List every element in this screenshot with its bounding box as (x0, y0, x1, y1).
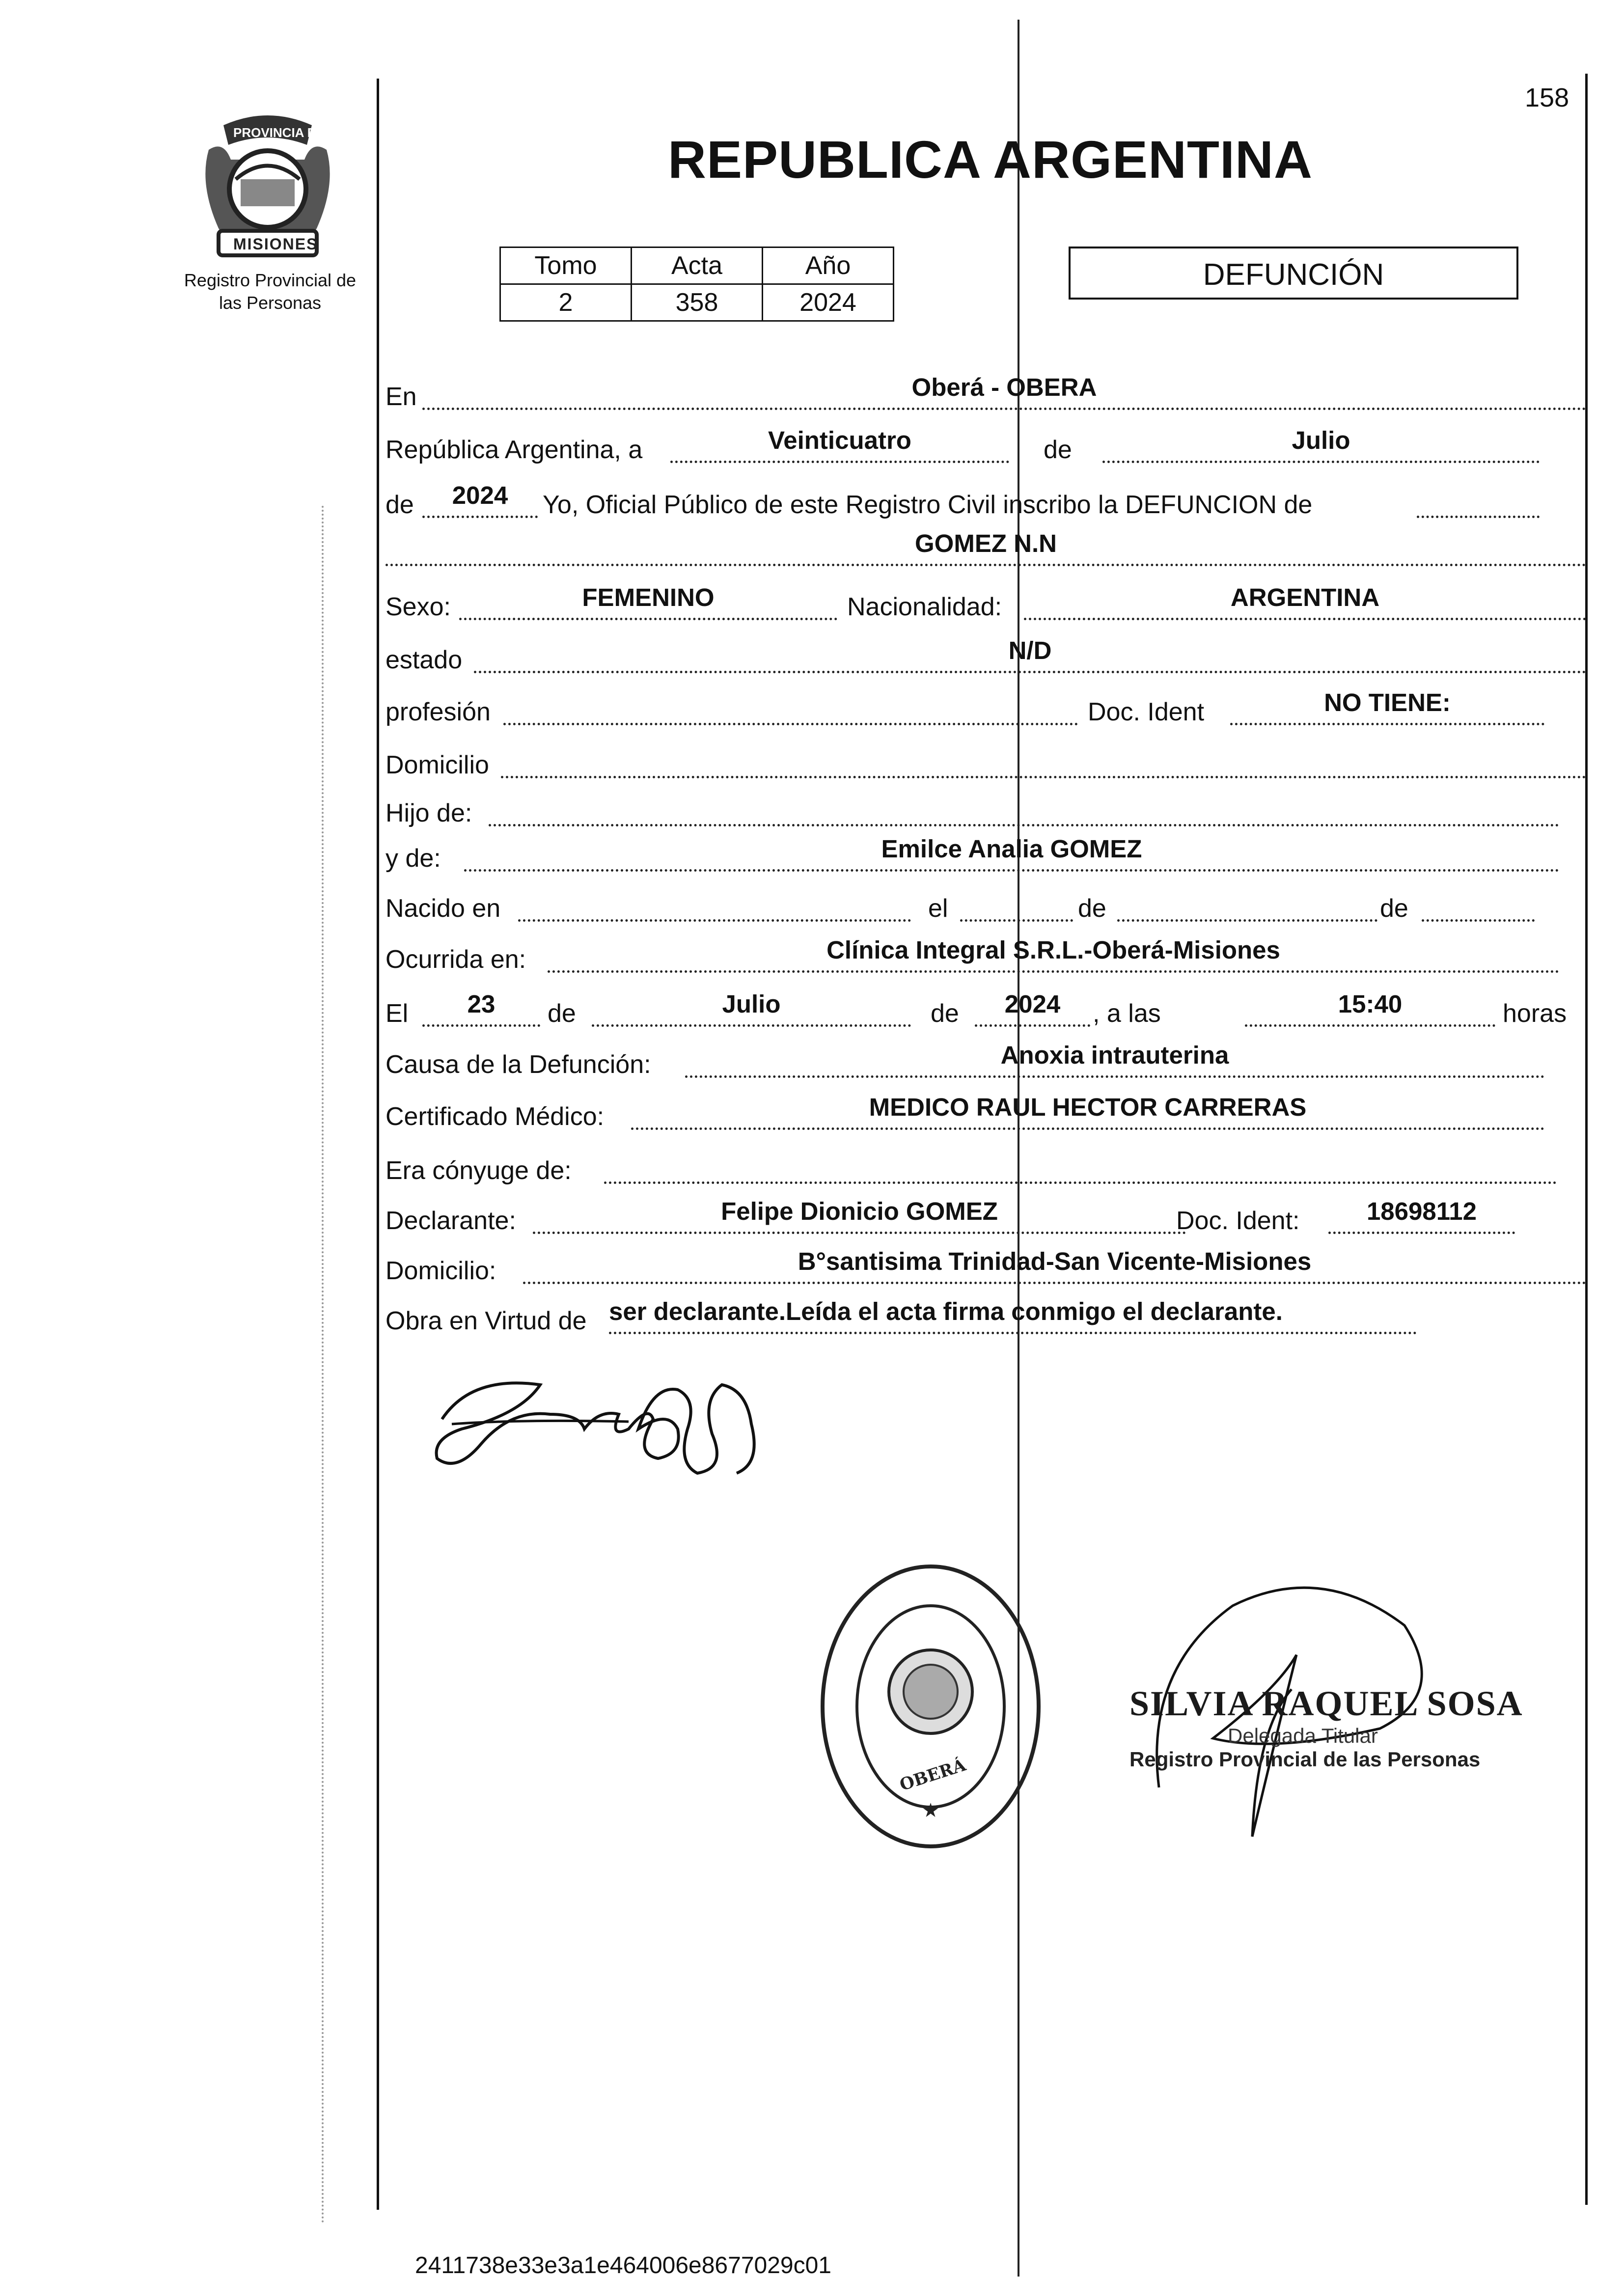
row-conyuge (385, 1146, 1557, 1185)
conyuge-label: Era cónyuge de: (385, 1156, 572, 1185)
fecha-month-value: Julio (592, 989, 911, 1027)
row-hijo-de (385, 789, 1559, 828)
fecha-horas-label: horas (1503, 999, 1567, 1028)
row-causa (385, 1040, 1544, 1079)
row-certificado (385, 1092, 1544, 1131)
nacido-place-value (518, 884, 911, 922)
handwritten-signature-icon (422, 1355, 786, 1483)
estado-label: estado (385, 646, 463, 674)
page-number: 158 (1525, 83, 1569, 112)
row-year (385, 480, 1544, 520)
doc-ident-value: NO TIENE: (1230, 687, 1544, 725)
declarante-value: Felipe Dionicio GOMEZ (533, 1196, 1186, 1234)
domicilio-declarante-value: B°santisima Trinidad-San Vicente-Misiones (523, 1246, 1586, 1284)
deceased-name-value: GOMEZ N.N (385, 528, 1586, 566)
nacido-de2-label: de (1380, 894, 1408, 923)
declarant-signature (422, 1355, 786, 1483)
en-label: En (385, 383, 417, 411)
acta-value: 358 (632, 284, 763, 321)
row-fecha (385, 989, 1574, 1028)
causa-label: Causa de la Defunción: (385, 1050, 651, 1079)
nacido-year-value (1422, 884, 1535, 922)
fecha-day-value: 23 (422, 989, 540, 1027)
domicilio-value (501, 741, 1586, 778)
tomo-value: 2 (500, 284, 632, 321)
domicilio-declarante-label: Domicilio: (385, 1257, 496, 1285)
document-hash: 2411738e33e3a1e464006e8677029c01 (415, 2252, 831, 2279)
nacido-de1-label: de (1078, 894, 1106, 923)
row-ocurrida (385, 935, 1559, 974)
row-en (385, 372, 1586, 412)
registration-text: Yo, Oficial Público de este Registro Civil inscribo la DEFUNCION de (543, 491, 1313, 519)
year-de-label: de (385, 491, 414, 519)
hijo-de-value (489, 789, 1559, 826)
registry-caption (147, 269, 393, 314)
year-line-trailing-field (1417, 480, 1540, 518)
anio-header: Año (763, 247, 894, 284)
official-office: Registro Provincial de las Personas (1129, 1748, 1481, 1771)
reference-table (499, 247, 894, 322)
declarante-doc-label: Doc. Ident: (1176, 1207, 1300, 1235)
margin-marks (322, 506, 327, 2224)
fecha-de2-label: de (931, 999, 959, 1028)
fecha-el-label: El (385, 999, 409, 1028)
en-value: Oberá - OBERA (422, 372, 1586, 410)
domicilio-label: Domicilio (385, 751, 489, 779)
nacionalidad-label: Nacionalidad: (847, 593, 1002, 621)
official-name: SILVIA RAQUEL SOSA (1129, 1684, 1523, 1723)
causa-value: Anoxia intrauterina (685, 1040, 1544, 1078)
declarante-doc-value: 18698112 (1328, 1196, 1515, 1234)
fecha-year-value: 2024 (975, 989, 1090, 1027)
province-emblem (189, 106, 346, 263)
left-margin-rule (377, 79, 379, 2210)
row-nacido (385, 884, 1544, 923)
y-de-label: y de: (385, 844, 441, 873)
document-type-box: DEFUNCIÓN (1069, 247, 1518, 300)
hijo-de-label: Hijo de: (385, 799, 472, 827)
sexo-label: Sexo: (385, 593, 451, 621)
nacido-day-value (960, 884, 1073, 922)
anio-value: 2024 (763, 284, 894, 321)
stamp-bottom-text: OBERÁ (897, 1755, 968, 1795)
row-sexo (385, 582, 1586, 622)
year-value: 2024 (422, 480, 538, 518)
nacido-label: Nacido en (385, 894, 501, 923)
emblem-bottom-text: MISIONES (233, 235, 318, 253)
reference-table-value-row (500, 284, 894, 321)
profesion-label: profesión (385, 698, 491, 726)
official-title: Delegada Titular (1228, 1724, 1378, 1747)
row-profesion (385, 687, 1544, 727)
row-deceased-name (385, 528, 1586, 568)
fecha-de1-label: de (548, 999, 576, 1028)
ocurrida-value: Clínica Integral S.R.L.-Oberá-Misiones (548, 935, 1559, 973)
official-name-block (1129, 1683, 1523, 1771)
fecha-time-value: 15:40 (1245, 989, 1495, 1027)
row-estado (385, 635, 1586, 675)
reference-table-header-row (500, 247, 894, 284)
day-words-value: Veinticuatro (670, 425, 1009, 463)
row-domicilio-declarante (385, 1246, 1586, 1286)
country-title: REPUBLICA ARGENTINA (668, 130, 1313, 189)
certificado-value: MEDICO RAUL HECTOR CARRERAS (631, 1092, 1544, 1130)
republica-label: República Argentina, a (385, 436, 643, 464)
nacionalidad-value: ARGENTINA (1024, 582, 1586, 620)
acta-header: Acta (632, 247, 763, 284)
month-value: Julio (1102, 425, 1540, 463)
certificado-label: Certificado Médico: (385, 1102, 605, 1131)
fecha-a-las-label: , a las (1093, 999, 1161, 1028)
row-declarante (385, 1196, 1552, 1236)
republica-de-label: de (1044, 436, 1072, 464)
registry-caption-line1: Registro Provincial de (184, 270, 357, 290)
nacido-month-value (1117, 884, 1377, 922)
estado-value: N/D (474, 635, 1586, 673)
row-y-de (385, 834, 1559, 873)
doc-ident-label: Doc. Ident (1088, 698, 1205, 726)
row-domicilio (385, 741, 1586, 780)
sexo-value: FEMENINO (459, 582, 837, 620)
svg-text:★: ★ (922, 1799, 939, 1822)
emblem-top-text: PROVINCIA DE (233, 125, 325, 140)
declarante-label: Declarante: (385, 1207, 516, 1235)
official-seal-icon (815, 1559, 1046, 1854)
tomo-header: Tomo (500, 247, 632, 284)
row-obra (385, 1296, 1417, 1336)
obra-value: ser declarante.Leída el acta firma conmigo el declarante. (609, 1296, 1417, 1334)
y-de-value: Emilce Analia GOMEZ (464, 834, 1559, 872)
nacido-el-label: el (928, 894, 948, 923)
delegation-stamp (815, 1559, 1046, 1854)
registry-caption-line2: las Personas (219, 293, 322, 313)
profesion-value (503, 687, 1078, 725)
obra-label: Obra en Virtud de (385, 1307, 587, 1335)
row-republica (385, 425, 1544, 465)
ocurrida-label: Ocurrida en: (385, 945, 526, 974)
conyuge-value (604, 1146, 1557, 1184)
